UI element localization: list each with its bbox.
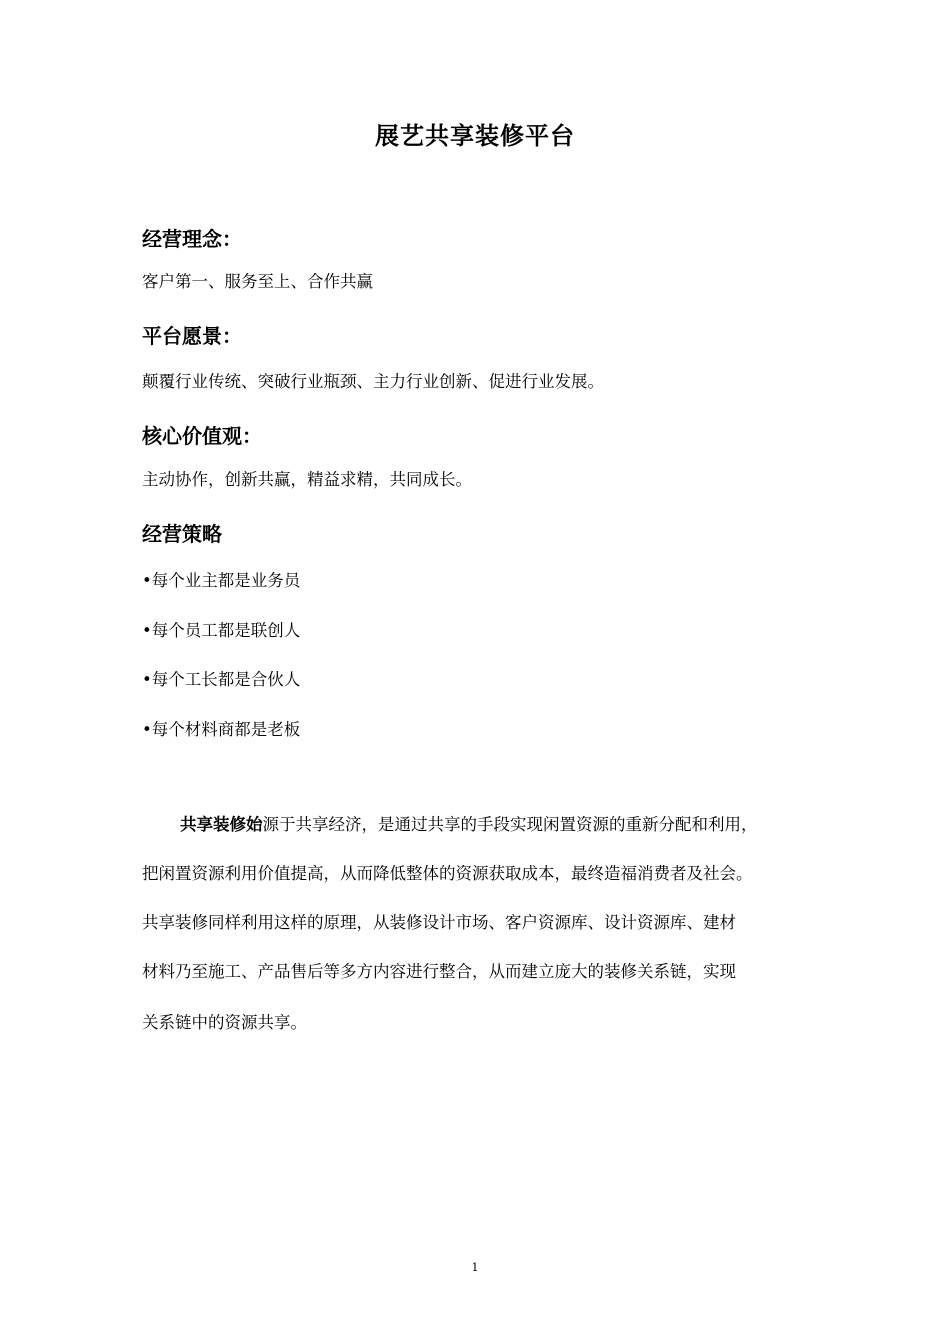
body-line-text: 源于共享经济，是通过共享的手段实现闲置资源的重新分配和利用， (262, 815, 758, 834)
body-paragraph-line: 把闲置资源利用价值提高，从而降低整体的资源获取成本，最终造福消费者及社会。 (142, 864, 753, 883)
section-text-values: 主动协作，创新共赢，精益求精，共同成长。 (142, 470, 472, 489)
strategy-list-item: •每个业主都是业务员 (142, 571, 301, 590)
body-paragraph-line (180, 813, 758, 837)
page-number: 1 (471, 1261, 479, 1274)
body-lead-bold: 共享装修始 (180, 815, 263, 834)
body-paragraph-line: 材料乃至施工、产品售后等多方内容进行整合，从而建立庞大的装修关系链，实现 (142, 962, 736, 981)
section-heading-vision: 平台愿景： (142, 324, 242, 348)
body-paragraph-line: 关系链中的资源共享。 (142, 1013, 307, 1032)
section-text-vision: 颠覆行业传统、突破行业瓶颈、主力行业创新、促进行业发展。 (142, 372, 604, 391)
strategy-list-item: •每个员工都是联创人 (142, 621, 301, 640)
section-heading-philosophy: 经营理念： (142, 227, 242, 251)
section-heading-values: 核心价值观： (142, 424, 262, 448)
section-text-philosophy: 客户第一、服务至上、合作共赢 (142, 272, 373, 291)
body-paragraph-line: 共享装修同样利用这样的原理，从装修设计市场、客户资源库、设计资源库、建材 (142, 913, 736, 932)
document-title: 展艺共享装修平台 (375, 122, 575, 150)
section-heading-strategy: 经营策略 (142, 522, 222, 546)
strategy-list-item: •每个材料商都是老板 (142, 720, 301, 739)
strategy-list-item: •每个工长都是合伙人 (142, 670, 301, 689)
